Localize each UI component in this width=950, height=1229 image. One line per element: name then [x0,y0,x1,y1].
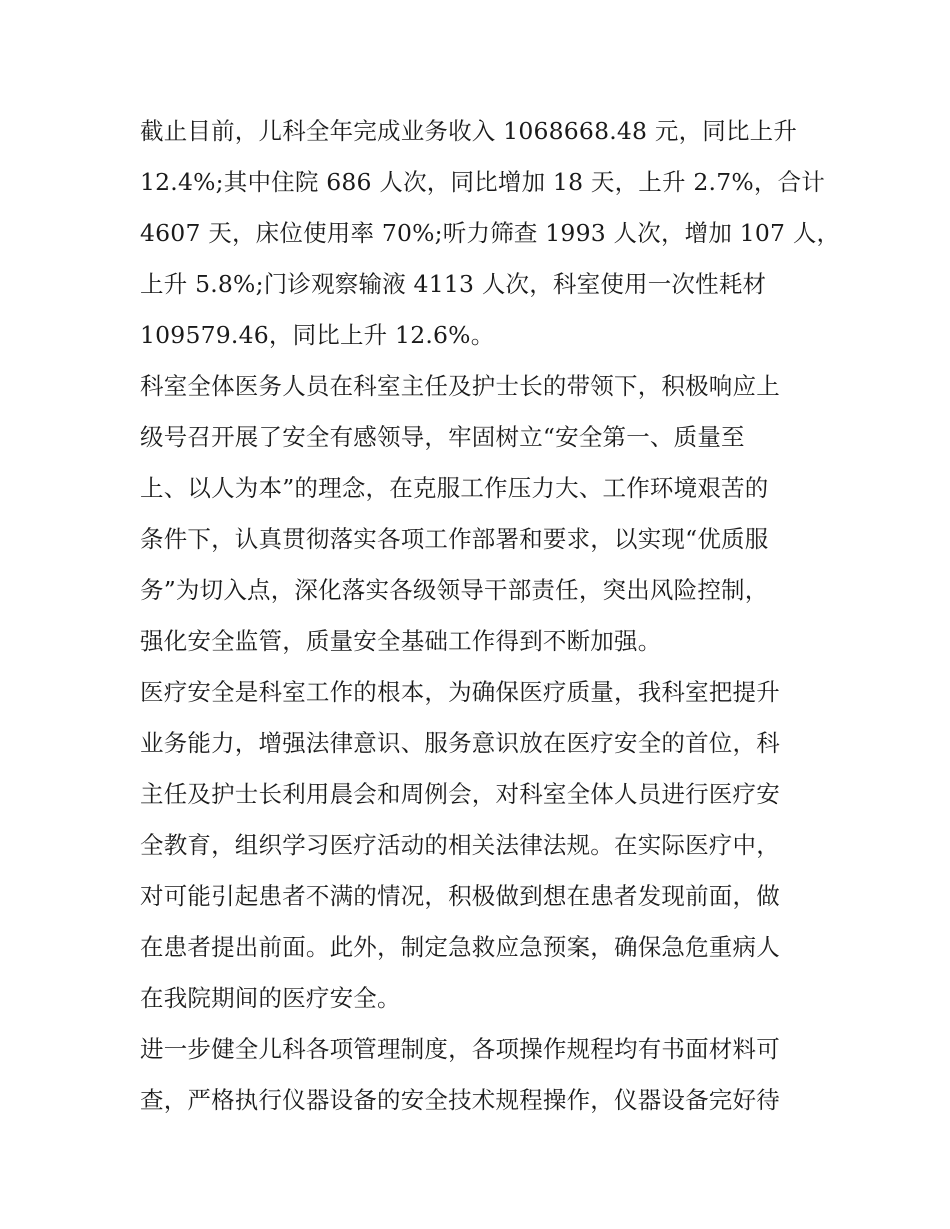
text-line: 对可能引起患者不满的情况，积极做到想在患者发现前面，做 [140,882,780,910]
text-line: 医疗安全是科室工作的根本，为确保医疗质量，我科室把提升 [140,678,780,706]
text-line: 4607 天，床位使用率 70%;听力筛查 1993 人次，增加 107 人， [140,219,841,247]
text-line: 109579.46，同比上升 12.6%。 [140,321,495,349]
text-line: 在我院期间的医疗安全。 [140,984,401,1012]
text-line: 查，严格执行仪器设备的安全技术规程操作，仪器设备完好待 [140,1086,780,1114]
text-line: 进一步健全儿科各项管理制度，各项操作规程均有书面材料可 [140,1035,780,1063]
paragraph-revenue [140,106,841,361]
text-line: 级号召开展了安全有感领导，牢固树立“安全第一、质量至 [140,423,745,451]
text-line: 12.4%;其中住院 686 人次，同比增加 18 天，上升 2.7%，合计 [140,168,825,196]
paragraph-medical-safety [140,667,820,1024]
text-line: 强化安全监管，质量安全基础工作得到不断加强。 [140,627,662,655]
text-line: 主任及护士长利用晨会和周例会，对科室全体人员进行医疗安 [140,780,780,808]
text-line: 在患者提出前面。此外，制定急救应急预案，确保急危重病人 [140,933,780,961]
text-line: 全教育，组织学习医疗活动的相关法律法规。在实际医疗中， [140,831,780,859]
text-line: 截止目前，儿科全年完成业务收入 1068668.48 元，同比上升 [140,117,798,145]
text-line: 科室全体医务人员在科室主任及护士长的带领下，积极响应上 [140,372,780,400]
text-line: 业务能力，增强法律意识、服务意识放在医疗安全的首位，科 [140,729,780,757]
paragraph-safety-leadership [140,361,820,667]
paragraph-management-system [140,1024,820,1126]
text-line: 务”为切入点，深化落实各级领导干部责任，突出风险控制， [140,576,769,604]
text-line: 上升 5.8%;门诊观察输液 4113 人次，科室使用一次性耗材 [140,270,767,298]
text-line: 上、以人为本”的理念，在克服工作压力大、工作环境艰苦的 [140,474,769,502]
document-body [140,106,841,1126]
text-line: 条件下，认真贯彻落实各项工作部署和要求，以实现“优质服 [140,525,769,553]
